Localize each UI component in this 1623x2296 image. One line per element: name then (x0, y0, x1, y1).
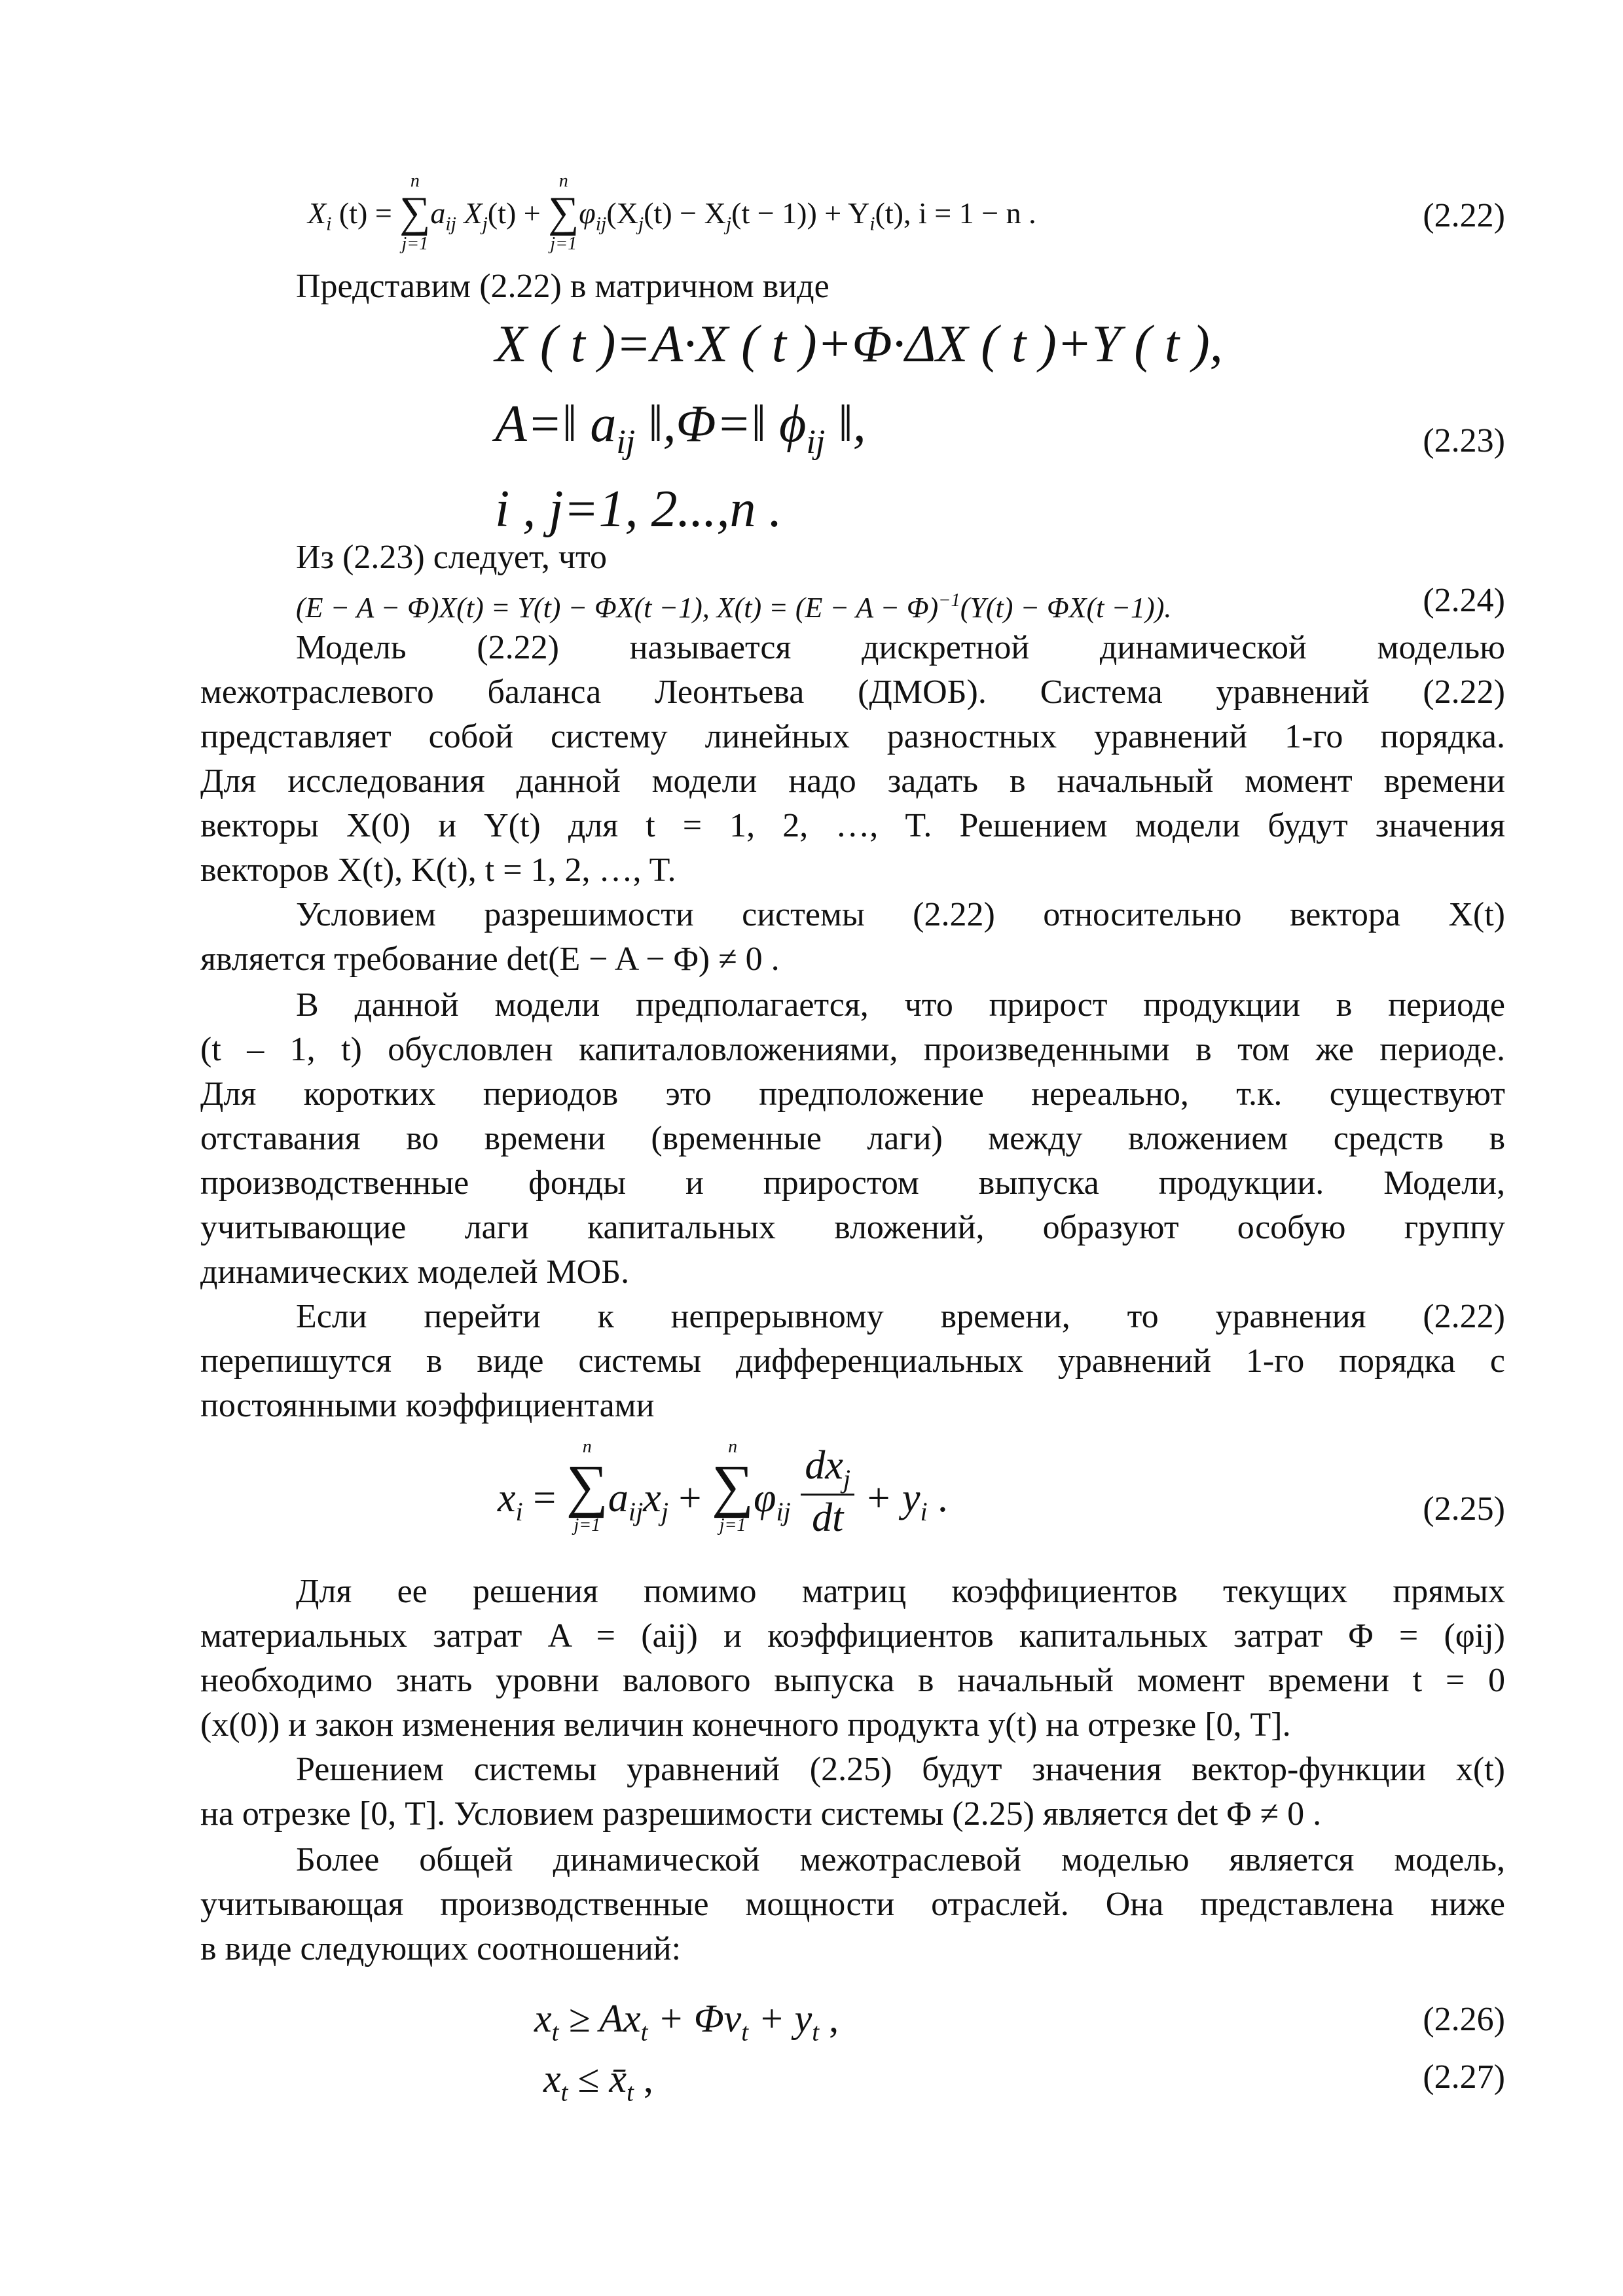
text-line: векторов X(t), K(t), t = 1, 2, …, T. (200, 852, 676, 889)
text-line: Если перейти к непрерывному времени, то уравнения (2.22) (296, 1298, 1505, 1335)
text-line: представляет собой систему линейных разностных уравнений 1-го порядка. (200, 718, 1505, 755)
eq-subscript: j (725, 213, 732, 235)
eq-subscript: ij (445, 213, 456, 235)
equation-number: (2.24) (1423, 582, 1505, 619)
text-line: производственные фонды и приростом выпуска продукции. Модели, (200, 1164, 1505, 1202)
eq-symbol: φ (579, 196, 596, 230)
eq-subscript: ij (595, 213, 607, 235)
fraction-numerator: dx (805, 1443, 843, 1488)
eq-text: (t) − X (644, 196, 726, 230)
text-line: В данной модели предполагается, что прирост продукции в периоде (296, 986, 1505, 1024)
eq-symbol: a (430, 196, 446, 230)
eq-text: A=‖ a (495, 395, 617, 453)
equation-2-27 (543, 2054, 653, 2118)
text-line: постоянными коэффициентами (200, 1387, 655, 1424)
equation-2-23-line1: X ( t )=A·X ( t )+Φ·ΔX ( t )+Y ( t ), (495, 315, 1223, 373)
fraction-denominator: dt (812, 1496, 844, 1540)
eq-subscript: ij (628, 1497, 644, 1527)
text-line: Модель (2.22) называется дискретной динамической моделью (296, 629, 1505, 666)
sum-upper-limit: n (558, 171, 568, 191)
text-line: Более общей динамической межотраслевой моделью является модель, (296, 1841, 1505, 1878)
equation-2-23-line3: i , j=1, 2...,n . (495, 480, 782, 538)
text-line: учитывающая производственные мощности отраслей. Она представлена ниже (200, 1886, 1505, 1923)
text-line: межотраслевого баланса Леонтьева (ДМОБ). Система уравнений (2.22) (200, 673, 1505, 711)
derivative-fraction (801, 1443, 854, 1541)
eq-subscript: t (627, 2078, 634, 2107)
eq-text: (t − 1)) + Y (731, 196, 870, 230)
eq-subscript: i (920, 1497, 928, 1527)
eq-text: = (522, 1476, 556, 1520)
eq-symbol: a (608, 1476, 629, 1520)
equation-number: (2.27) (1423, 2058, 1505, 2096)
sum-lower-limit: j=1 (550, 234, 577, 254)
eq-text: + y (748, 1997, 812, 2040)
eq-symbol: x (534, 1997, 552, 2040)
sum-lower-limit: j=1 (574, 1515, 601, 1535)
eq-text: ≤ (568, 2057, 610, 2100)
eq-subscript: j (638, 213, 644, 235)
eq-symbol: x (543, 2057, 561, 2100)
text-line: перепишутся в виде системы дифференциальных уравнений 1-го порядка с (200, 1342, 1505, 1380)
text-line: (x(0)) и закон изменения величин конечного продукта y(t) на отрезке [0, T]. (200, 1706, 1291, 1744)
eq-symbol: X (464, 196, 483, 230)
eq-symbol: φ (754, 1476, 776, 1520)
eq-text: (t), i = 1 − n . (875, 196, 1036, 230)
sum-upper-limit: n (728, 1437, 738, 1457)
eq-text: (t) + (487, 196, 541, 230)
eq-subscript: i (515, 1497, 523, 1527)
text-line: Представим (2.22) в матричном виде (296, 268, 830, 305)
eq-text: (Y(t) − ΦX(t −1)). (960, 592, 1172, 624)
eq-subscript: j (843, 1463, 851, 1494)
eq-subscript: t (812, 2018, 820, 2047)
eq-subscript: i (869, 213, 875, 235)
eq-symbol: x (643, 1476, 661, 1520)
sum-lower-limit: j=1 (401, 234, 429, 254)
equation-2-24 (296, 580, 1171, 629)
eq-text: + (668, 1476, 702, 1520)
text-line: является требование det(E − A − Φ) ≠ 0 . (200, 941, 780, 978)
eq-text: + y (864, 1476, 921, 1520)
eq-text: (E − A − Φ)X(t) = Y(t) − ΦX(t −1), X(t) = (E − A − Φ) (296, 592, 939, 624)
eq-text: ‖, (838, 395, 866, 453)
text-line: учитывающие лаги капитальных вложений, образуют особую группу (200, 1209, 1505, 1246)
text-line: динамических моделей МОБ. (200, 1253, 630, 1291)
sum-lower-limit: j=1 (719, 1515, 746, 1535)
sum-sign: n ∑ j=1 (399, 171, 431, 254)
text-line: Для коротких периодов это предположение нереально, т.к. существуют (200, 1075, 1505, 1113)
eq-subscript: ij (806, 423, 826, 461)
eq-symbol: x (498, 1476, 516, 1520)
text-line: (t – 1, t) обусловлен капиталовложениями, произведенными в том же периоде. (200, 1031, 1505, 1068)
eq-subscript: ij (776, 1497, 791, 1527)
eq-superscript: −1 (938, 590, 960, 611)
equation-number: (2.22) (1423, 197, 1505, 234)
text-line: Решением системы уравнений (2.25) будут значения вектор-функции x(t) (296, 1751, 1505, 1788)
text-line: в виде следующих соотношений: (200, 1930, 682, 1967)
equation-2-23-line2 (495, 393, 866, 474)
eq-subscript: j (661, 1497, 669, 1527)
equation-number: (2.25) (1423, 1490, 1505, 1528)
sum-upper-limit: n (410, 171, 420, 191)
eq-text: + Φv (647, 1997, 742, 2040)
equation-number: (2.23) (1423, 422, 1505, 459)
eq-text: ‖,Φ=‖ ϕ (648, 395, 807, 453)
eq-text: ≥ Ax (558, 1997, 641, 2040)
eq-text: (X (606, 196, 638, 230)
eq-subscript: t (741, 2018, 749, 2047)
text-line: отставания во времени (временные лаги) между вложением средств в (200, 1120, 1505, 1157)
eq-symbol: X (308, 196, 327, 230)
equation-2-26 (534, 1994, 839, 2058)
eq-text: . (927, 1476, 948, 1520)
equation-number: (2.26) (1423, 2001, 1505, 2038)
eq-subscript: i (326, 213, 332, 235)
text-line: Для исследования данной модели надо задать в начальный момент времени (200, 762, 1505, 800)
eq-text: (t) = (338, 196, 392, 230)
eq-text: , (819, 1997, 839, 2040)
eq-symbol: x̄ (609, 2057, 627, 2100)
text-line: необходимо знать уровни валового выпуска в начальный момент времени t = 0 (200, 1662, 1505, 1699)
equation-2-25 (498, 1437, 948, 1540)
text-line: векторы X(0) и Y(t) для t = 1, 2, …, T. Решением модели будут значения (200, 807, 1505, 844)
equation-2-22 (308, 171, 1036, 254)
eq-subscript: t (560, 2078, 568, 2107)
text-line: Условием разрешимости системы (2.22) относительно вектора X(t) (296, 896, 1505, 933)
sum-sign: n ∑ j=1 (548, 171, 579, 254)
eq-subscript: ij (616, 423, 636, 461)
text-line: Из (2.23) следует, что (296, 539, 608, 576)
sum-sign: n ∑ j=1 (711, 1437, 754, 1535)
eq-subscript: j (482, 213, 488, 235)
text-line: на отрезке [0, T]. Условием разрешимости системы (2.25) является det Φ ≠ 0 . (200, 1795, 1322, 1833)
sum-upper-limit: n (582, 1437, 592, 1457)
eq-text: , (633, 2057, 653, 2100)
eq-subscript: t (640, 2018, 648, 2047)
text-line: материальных затрат A = (aij) и коэффициентов капитальных затрат Φ = (φij) (200, 1617, 1505, 1655)
text-line: Для ее решения помимо матриц коэффициентов текущих прямых (296, 1573, 1505, 1610)
sum-sign: n ∑ j=1 (566, 1437, 608, 1535)
eq-subscript: t (551, 2018, 559, 2047)
